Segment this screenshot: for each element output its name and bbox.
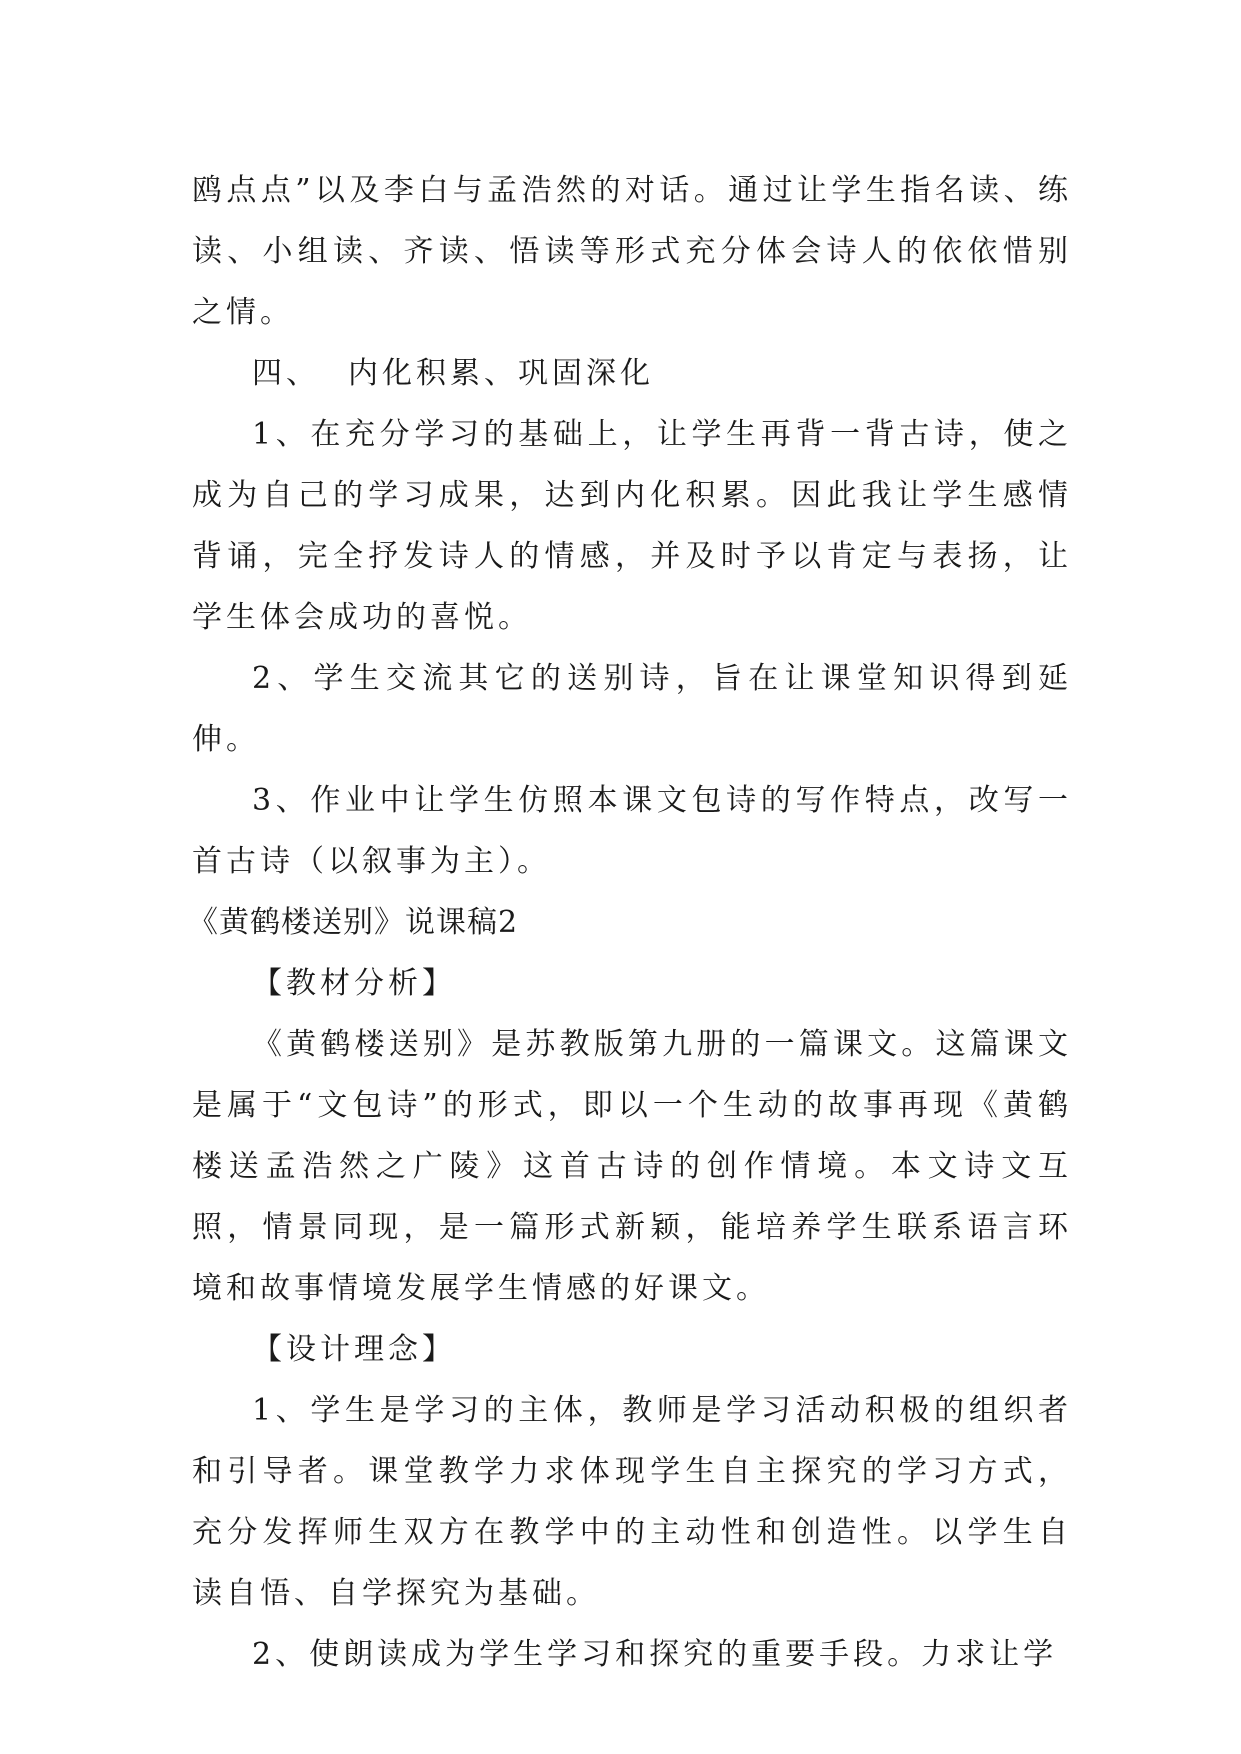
paragraph-design-2: 2、使朗读成为学生学习和探究的重要手段。力求让学 [252,1637,1058,1672]
paragraph-textbook-analysis: 《黄鹤楼送别》是苏教版第九册的一篇课文。这篇课文是属于“文包诗”的形式，即以一个生动的故事再现《黄鹤楼送孟浩然之广陵》这首古诗的创作情境。本文诗文互照，情景同现，是一篇形式新颖，能培养学生联系语言环境和故事情境发展学生情感的好课文。 [192,1027,1072,1306]
paragraph-item-3: 3、作业中让学生仿照本课文包诗的写作特点，改写一首古诗（以叙事为主）。 [192,783,1072,879]
heading-textbook-analysis: 【教材分析】 [252,966,456,1001]
section-heading-four [192,343,1072,404]
paragraph-continuation: 鸥点点”以及李白与孟浩然的对话。通过让学生指名读、练读、小组读、齐读、悟读等形式充分体会诗人的依依惜别之情。 [192,173,1072,330]
paragraph-item-1: 1、在充分学习的基础上，让学生再背一背古诗，使之成为自己的学习成果，达到内化积累。因此我让学生感情背诵，完全抒发诗人的情感，并及时予以肯定与表扬，让学生体会成功的喜悦。 [192,417,1072,635]
section-number: 四、 [252,356,320,391]
paragraph-item-2: 2、学生交流其它的送别诗，旨在让课堂知识得到延伸。 [192,661,1072,757]
paragraph-design-1: 1、学生是学习的主体，教师是学习活动积极的组织者和引导者。课堂教学力求体现学生自主探究的学习方式，充分发挥师生双方在教学中的主动性和创造性。以学生自读自悟、自学探究为基础。 [192,1393,1072,1611]
section-heading-text: 内化积累、巩固深化 [348,356,654,391]
heading-design-concept: 【设计理念】 [252,1332,456,1367]
document-body [188,160,1072,1685]
document-title: 《黄鹤楼送别》说课稿2 [188,905,519,940]
